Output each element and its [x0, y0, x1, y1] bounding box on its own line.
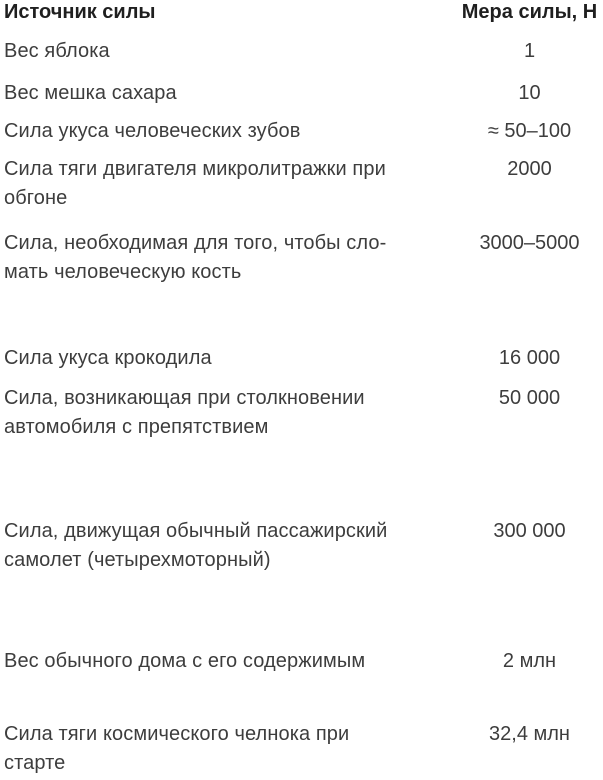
row-value: 32,4 млн: [489, 723, 570, 745]
row-value: 50 000: [498, 387, 561, 409]
row-source-line: мать человеческую кость: [4, 261, 242, 283]
row-source-line: Сила тяги космического челнока при: [4, 723, 350, 745]
row-value: 10: [518, 82, 541, 104]
row-source: [4, 37, 454, 66]
row-value: 300 000: [493, 520, 566, 542]
row-source: [4, 155, 454, 213]
row-source-line: Вес обычного дома с его содержимым: [4, 650, 366, 672]
column-header-measure: Мера силы, Н: [461, 1, 598, 23]
row-source-line: автомобиля с препятствием: [4, 416, 269, 438]
row-value: 16 000: [498, 347, 561, 369]
row-value: 2000: [507, 158, 552, 180]
row-source-line: Сила укуса крокодила: [4, 347, 212, 369]
row-source: [4, 117, 454, 146]
row-source: [4, 229, 454, 287]
row-value: 3000–5000: [479, 232, 580, 254]
row-source-line: Сила укуса человеческих зубов: [4, 120, 301, 142]
row-source-line: старте: [4, 752, 66, 774]
row-source-line: Сила тяги двигателя микролитражки при: [4, 158, 386, 180]
row-value: 1: [523, 40, 536, 62]
row-source-line: Вес яблока: [4, 40, 110, 62]
row-source-line: Сила, необходимая для того, чтобы сло-: [4, 232, 387, 254]
row-source: [4, 384, 454, 442]
row-source: [4, 647, 454, 676]
row-value: ≈ 50–100: [487, 120, 572, 142]
row-value: 2 млн: [502, 650, 557, 672]
column-header-source: Источник силы: [4, 1, 156, 23]
row-source-line: Сила, движущая обычный пассажирский: [4, 520, 388, 542]
row-source-line: Вес мешка сахара: [4, 82, 177, 104]
row-source-line: самолет (четырехмоторный): [4, 549, 271, 571]
row-source-line: обгоне: [4, 187, 68, 209]
row-source: [4, 720, 454, 778]
row-source: [4, 344, 454, 373]
row-source-line: Сила, возникающая при столкновении: [4, 387, 365, 409]
row-source: [4, 517, 454, 575]
row-source: [4, 79, 454, 108]
